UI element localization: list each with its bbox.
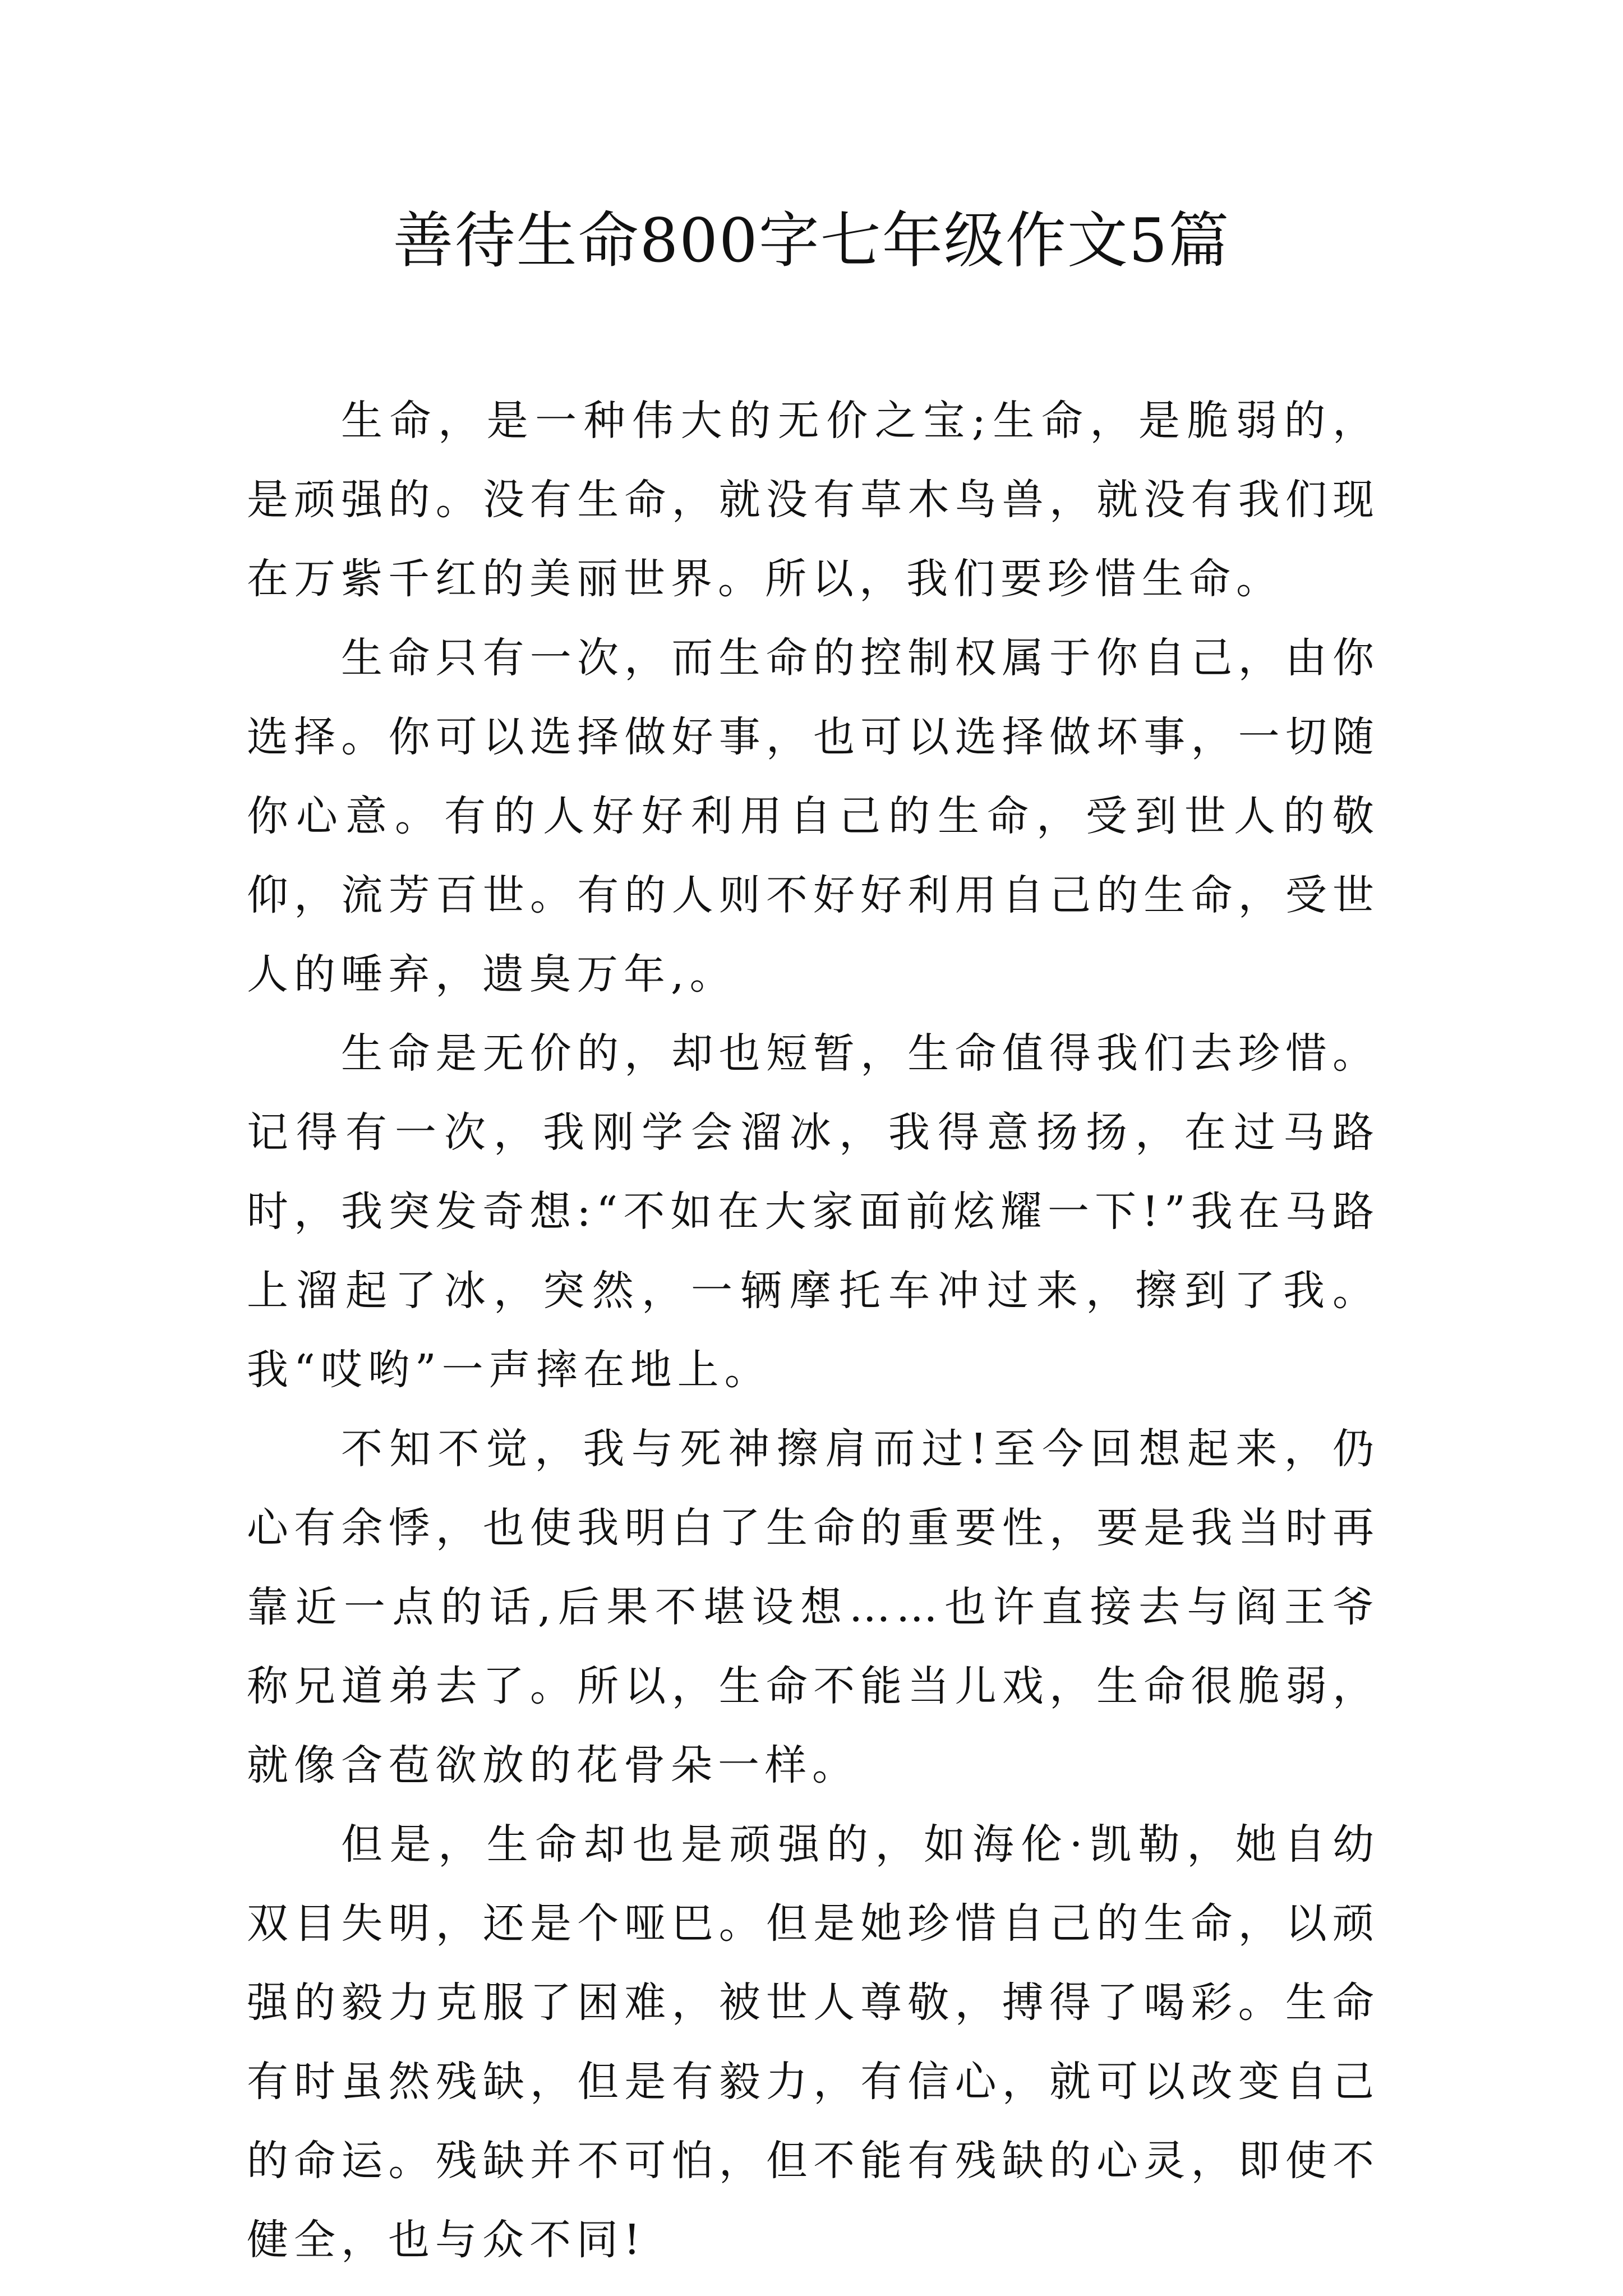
document-title: 善待生命800字七年级作文5篇	[393, 206, 1230, 276]
paragraph-4: 不知不觉，我与死神擦肩而过!至今回想起来，仍心有余悸，也使我明白了生命的重要性，要是我当时再靠近一点的话,后果不堪设想……也许直接去与阎王爷称兄道弟去了。所以，生命不能当儿戏，生命很脆弱，就像含苞欲放的花骨朵一样。	[247, 1425, 1380, 1789]
paragraph-5: 但是，生命却也是顽强的，如海伦·凯勒，她自幼双目失明，还是个哑巴。但是她珍惜自己的生命，以顽强的毅力克服了困难，被世人尊敬，搏得了喝彩。生命有时虽然残缺，但是有毅力，有信心，就可以改变自己的命运。残缺并不可怕，但不能有残缺的心灵，即使不健全，也与众不同!	[247, 1820, 1380, 2264]
paragraph-3: 生命是无价的，却也短暂，生命值得我们去珍惜。记得有一次，我刚学会溜冰，我得意扬扬，在过马路时，我突发奇想:“不如在大家面前炫耀一下!”我在马路上溜起了冰，突然，一辆摩托车冲过来，擦到了我。我“哎哟”一声摔在地上。	[247, 1029, 1380, 1394]
paragraph-2: 生命只有一次，而生命的控制权属于你自己，由你选择。你可以选择做好事，也可以选择做坏事，一切随你心意。有的人好好利用自己的生命，受到世人的敬仰，流芳百世。有的人则不好好利用自己的生命，受世人的唾弃，遗臭万年,。	[247, 634, 1380, 999]
paragraph-1: 生命，是一种伟大的无价之宝;生命，是脆弱的，是顽强的。没有生命，就没有草木鸟兽，就没有我们现在万紫千红的美丽世界。所以，我们要珍惜生命。	[247, 397, 1380, 603]
essay-body	[247, 381, 1380, 2280]
